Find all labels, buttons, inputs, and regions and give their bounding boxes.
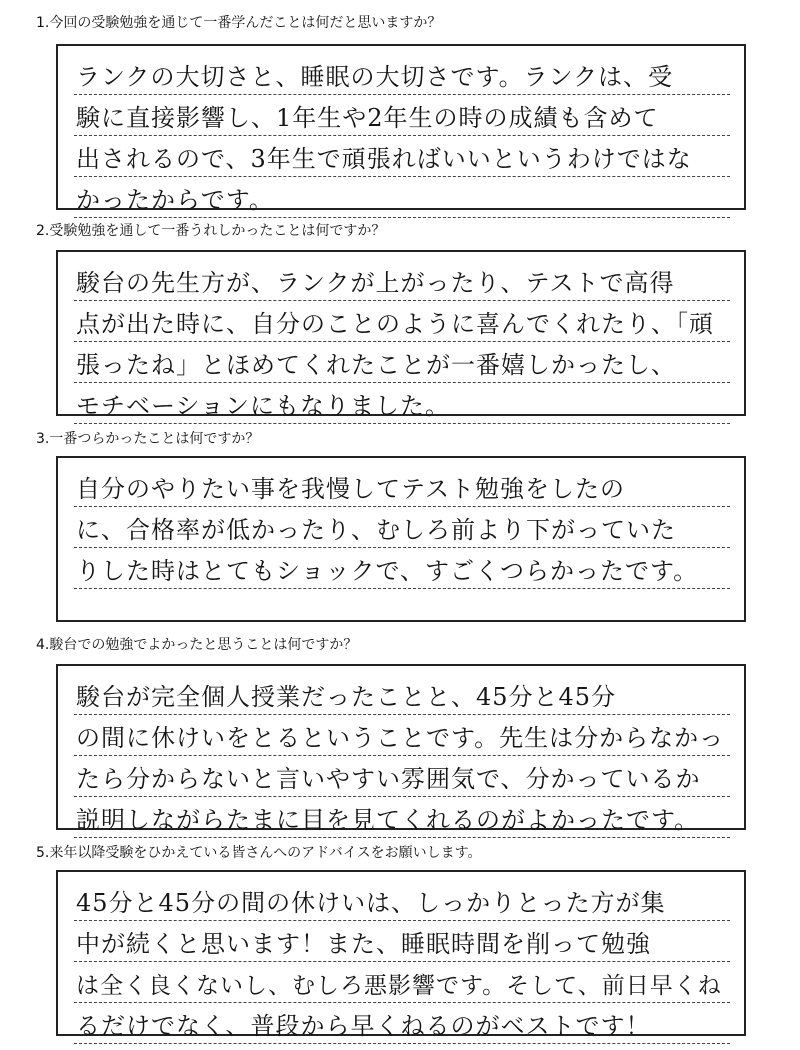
answer-line: 自分のやりたい事を我慢してテスト勉強をしたの	[74, 466, 730, 507]
answer-line: かったからです。	[74, 177, 730, 218]
answer-line: 駿台が完全個人授業だったことと、45分と45分	[74, 674, 730, 715]
answer-line: 45分と45分の間の休けいは、しっかりとった方が集	[74, 880, 730, 921]
answer-line: たら分からないと言いやすい雰囲気で、分かっているか	[74, 756, 730, 797]
answer-line: の間に休けいをとるということです。先生は分からなかっ	[74, 715, 730, 756]
answer-line: 中が続くと思います！また、睡眠時間を削って勉強	[74, 921, 730, 962]
answer-line: 説明しながらたまに目を見てくれるのがよかったです。	[74, 797, 730, 838]
question-2-label: 2.受験勉強を通して一番うれしかったことは何ですか？	[36, 223, 386, 239]
answer-line: るだけでなく、普段から早くねるのがベストです！	[74, 1003, 730, 1044]
question-4-label: 4.駿台での勉強でよかったと思うことは何ですか？	[36, 637, 358, 653]
answer-line: 験に直接影響し、1年生や2年生の時の成績も含めて	[74, 95, 730, 136]
answer-line: 張ったね」とほめてくれたことが一番嬉しかったし、	[74, 342, 730, 383]
answer-box-2	[56, 250, 746, 420]
answer-line: 出されるので、3年生で頑張ればいいというわけではな	[74, 136, 730, 177]
answer-box-4	[56, 664, 746, 834]
answer-line: 点が出た時に、自分のことのように喜んでくれたり、「頑	[74, 301, 730, 342]
answer-line: ランクの大切さと、睡眠の大切さです。ランクは、受	[74, 54, 730, 95]
answer-line: 駿台の先生方が、ランクが上がったり、テストで高得	[74, 260, 730, 301]
answer-line: は全く良くないし、むしろ悪影響です。そして、前日早くね	[74, 962, 730, 1003]
answer-line: モチベーションにもなりました。	[74, 383, 730, 424]
answer-box-5	[56, 870, 746, 1040]
answer-box-1	[56, 44, 746, 214]
answer-line: りした時はとてもショックで、すごくつらかったです。	[74, 548, 730, 589]
question-1-label: 1.今回の受験勉強を通じて一番学んだことは何だと思いますか？	[36, 15, 442, 31]
question-5-label: 5.来年以降受験をひかえている皆さんへのアドバイスをお願いします。	[36, 845, 482, 861]
answer-line: に、合格率が低かったり、むしろ前より下がっていた	[74, 507, 730, 548]
question-3-label: 3.一番つらかったことは何ですか？	[36, 431, 260, 447]
answer-box-3	[56, 456, 746, 622]
